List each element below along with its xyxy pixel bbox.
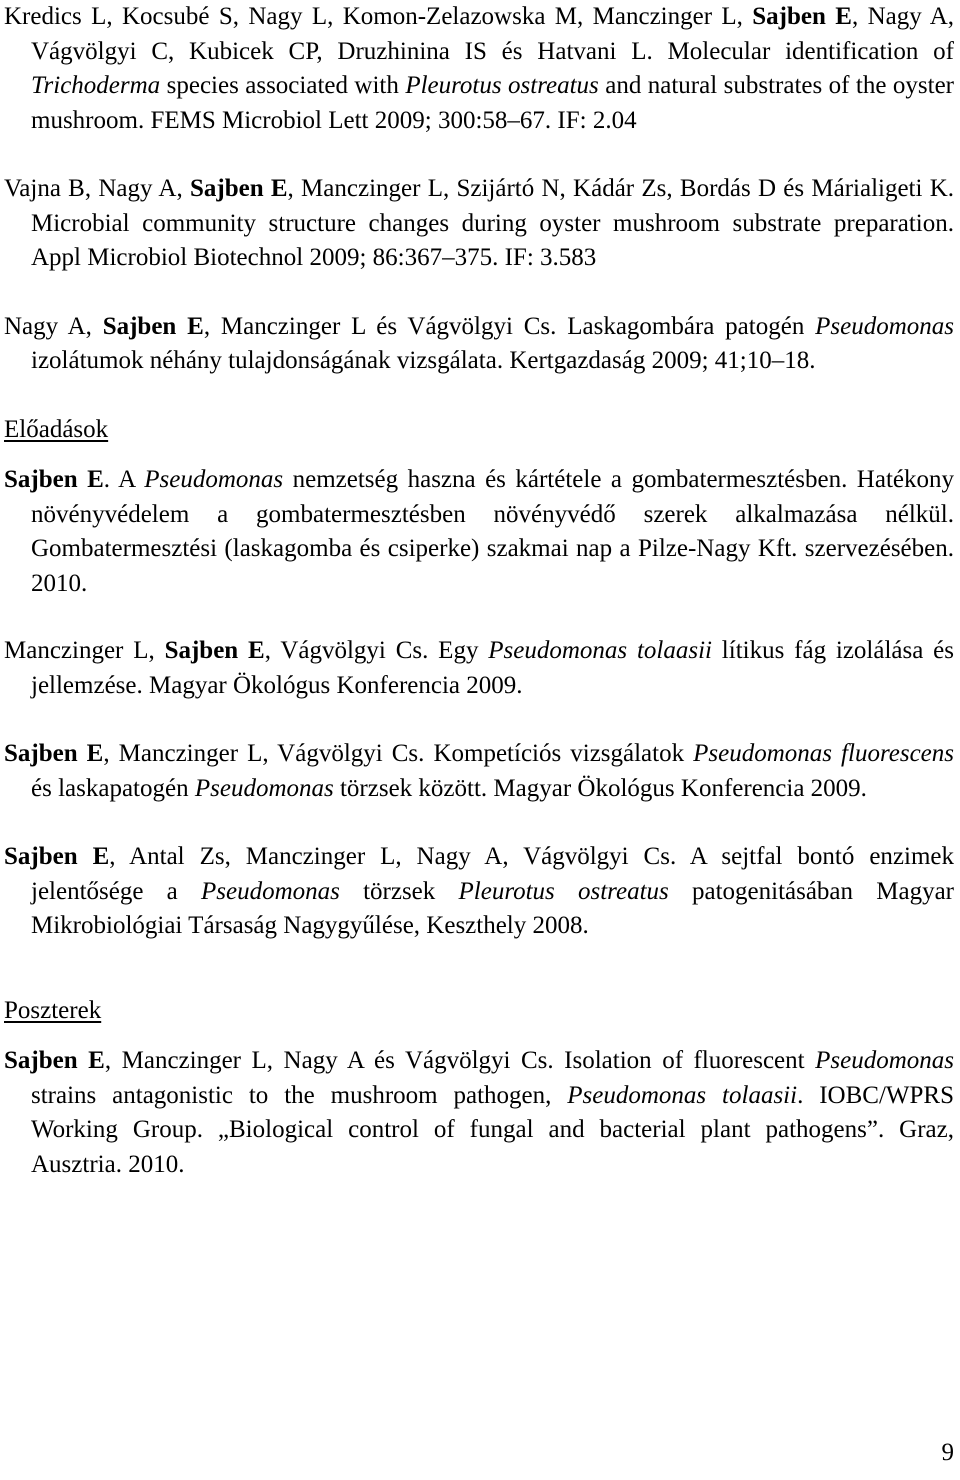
reference-text: , Manczinger L, Vágvölgyi Cs. Kompetíciós vizsgálatok (103, 740, 694, 767)
reference-text: . A (103, 466, 145, 493)
taxon-name: Pseudomonas (200, 877, 340, 905)
reference-text: , Vágvölgyi Cs. Egy (264, 637, 489, 664)
taxon-name: Pseudomonas (815, 312, 955, 340)
author-highlight: Sajben E (4, 1047, 105, 1074)
author-highlight: Sajben E (189, 175, 288, 202)
reference-text: and natural substrates of the oyster mushroom. FEMS Microbiol Lett 2009; 300:58–67. IF: 2.04 (31, 72, 954, 134)
reference-text: species associated with (160, 72, 406, 99)
reference-entry (4, 737, 954, 806)
reference-text: lítikus fág izolálása és jellemzése. Magyar Ökológus Konferencia 2009. (31, 637, 954, 699)
section-heading-presentations: Előadások (4, 415, 109, 443)
reference-text: . IOBC/WPRS Working Group. „Biological control of fungal and bacterial plant pathogens”. Graz, Ausztria. 2010. (31, 1081, 954, 1178)
reference-text: és laskapatogén (31, 774, 195, 802)
reference-entry (4, 840, 954, 944)
reference-entry (4, 310, 954, 379)
reference-entry (4, 634, 954, 703)
author-highlight: Sajben E (164, 637, 265, 664)
reference-text: patogenitásában Magyar Mikrobiológiai Társaság Nagygyűlése, Keszthely 2008. (31, 877, 954, 939)
reference-text: , Manczinger L, Szijártó N, Kádár Zs, Bordás D és Márialigeti K. Microbial community structure changes during oyster mushroom substrate preparation. Appl Microbiol Biotechnol 2009; 86:367–375. IF: 3.583 (31, 175, 955, 271)
reference-text: törzsek között. Magyar Ökológus Konferencia 2009. (333, 774, 867, 802)
reference-text: , Manczinger L, Nagy A és Vágvölgyi Cs. Isolation of fluorescent (104, 1047, 816, 1074)
reference-text: nemzetség haszna és kártétele a gombatermesztésben. Hatékony növényvédelem a gombatermesztésben növényvédő szerek alkalmazása nélkül. Gombatermesztési (laskagomba és csiperke) szakmai nap a Pilze-Nagy Kft. szervezésében. 2010. (31, 466, 955, 597)
author-highlight: Sajben E (4, 740, 104, 767)
taxon-name: Pseudomonas (815, 1047, 955, 1074)
taxon-name: Pleurotus ostreatus (458, 877, 669, 905)
reference-text: törzsek (339, 877, 459, 905)
taxon-name: Pseudomonas (144, 466, 284, 493)
author-highlight: Sajben E (752, 3, 852, 30)
taxon-name: Pseudomonas (194, 774, 334, 802)
reference-text: Vajna B, Nagy A, (4, 175, 190, 202)
reference-text: Kredics L, Kocsubé S, Nagy L, Komon-Zelazowska M, Manczinger L, (4, 3, 753, 30)
reference-text: strains antagonistic to the mushroom pathogen, (31, 1081, 568, 1109)
reference-text: , Nagy A, Vágvölgyi C, Kubicek CP, Druzhinina IS és Hatvani L. Molecular identification of (31, 3, 954, 65)
page-number: 9 (941, 1439, 954, 1466)
reference-text: , Manczinger L és Vágvölgyi Cs. Laskagombára patogén (203, 312, 816, 340)
reference-text: Nagy A, (4, 312, 103, 340)
taxon-name: Pleurotus ostreatus (405, 72, 599, 99)
taxon-name: Pseudomonas tolaasii (567, 1081, 798, 1109)
author-highlight: Sajben E (4, 843, 110, 870)
reference-text: Manczinger L, (4, 637, 165, 664)
reference-entry (4, 1044, 954, 1182)
author-highlight: Sajben E (4, 466, 104, 493)
reference-entry (4, 172, 954, 276)
section-heading-posters: Poszterek (4, 996, 102, 1024)
taxon-name: Pseudomonas tolaasii (488, 637, 712, 664)
taxon-name: Trichoderma (31, 72, 161, 99)
reference-entry (4, 463, 954, 601)
reference-text: izolátumok néhány tulajdonságának vizsgálata. Kertgazdaság 2009; 41;10–18. (31, 347, 816, 374)
taxon-name: Pseudomonas fluorescens (693, 740, 954, 767)
reference-text: , Antal Zs, Manczinger L, Nagy A, Vágvölgyi Cs. A sejtfal bontó enzimek jelentősége a (31, 843, 954, 905)
author-highlight: Sajben E (102, 312, 204, 340)
reference-entry (4, 0, 954, 138)
